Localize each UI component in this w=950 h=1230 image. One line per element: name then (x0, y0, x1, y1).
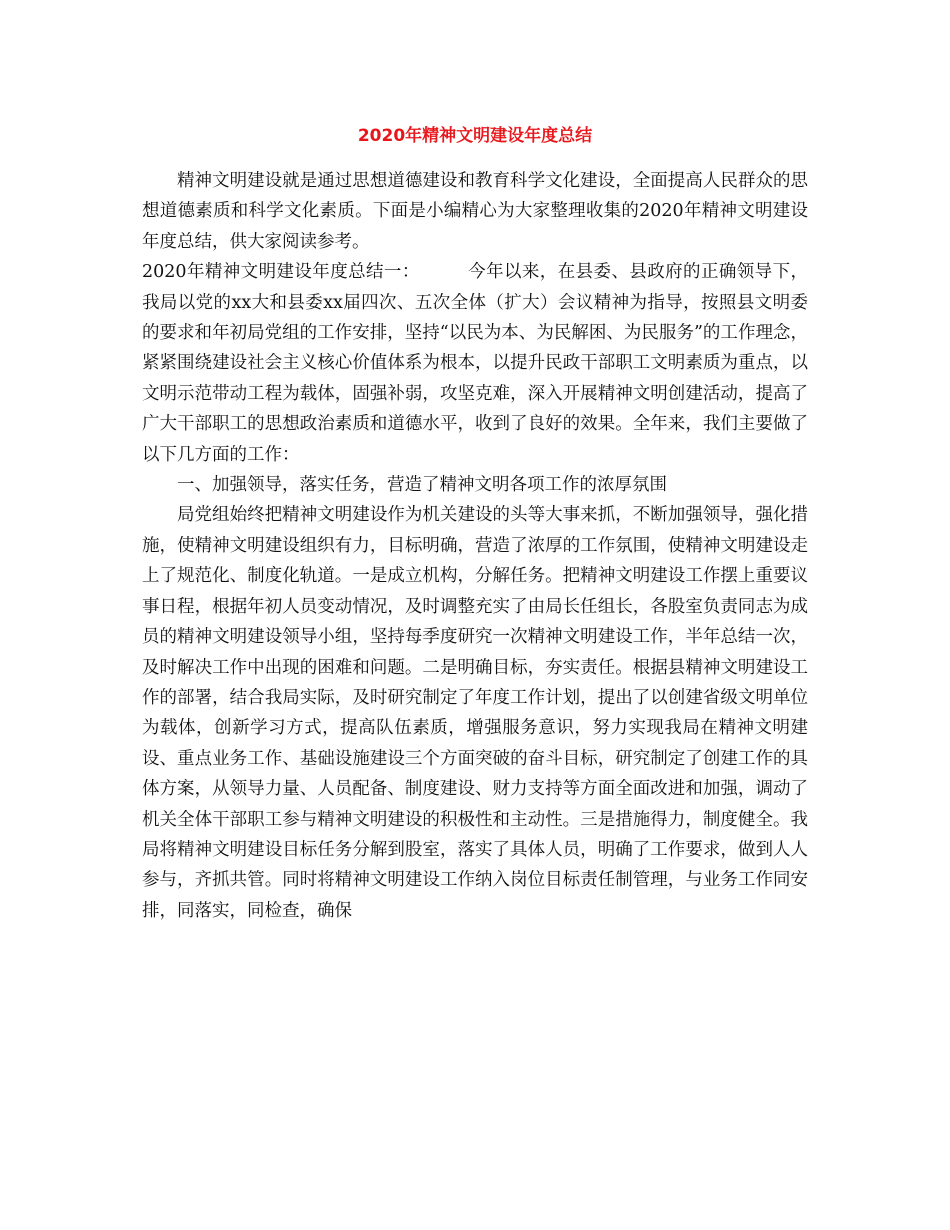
section-one-paragraph (142, 257, 808, 470)
document-title: 2020年精神文明建设年度总结 (357, 126, 593, 146)
intro-paragraph: 精神文明建设就是通过思想道德建设和教育科学文化建设，全面提高人民群众的思想道德素质和科学文化素质。下面是小编精心为大家整理收集的2020年精神文明建设年度总结，供大家阅读参考。 (142, 171, 808, 252)
body-paragraph-one: 局党组始终把精神文明建设作为机关建设的头等大事来抓，不断加强领导，强化措施，使精神文明建设组织有力，目标明确，营造了浓厚的工作氛围，使精神文明建设走上了规范化、制度化轨道。一是成立机构，分解任务。把精神文明建设工作摆上重要议事日程，根据年初人员变动情况，及时调整充实了由局长任组长，各股室负责同志为成员的精神文明建设领导小组，坚持每季度研究一次精神文明建设工作，半年总结一次，及时解决工作中出现的困难和问题。二是明确目标，夯实责任。根据县精神文明建设工作的部署，结合我局实际，及时研究制定了年度工作计划，提出了以创建省级文明单位为载体，创新学习方式，提高队伍素质，增强服务意识，努力实现我局在精神文明建设、重点业务工作、基础设施建设三个方面突破的奋斗目标，研究制定了创建工作的具体方案，从领导力量、人员配备、制度建设、财力支持等方面全面改进和加强，调动了机关全体干部职工参与精神文明建设的积极性和主动性。三是措施得力，制度健全。我局将精神文明建设目标任务分解到股室，落实了具体人员，明确了工作要求，做到人人参与，齐抓共管。同时将精神文明建设工作纳入岗位目标责任制管理，与业务工作同安排，同落实，同检查，确保 (142, 505, 808, 921)
document-body (142, 166, 808, 926)
section-one-body: 今年以来，在县委、县政府的正确领导下，我局以党的xx大和县委xx届四次、五次全体（扩大）会议精神为指导，按照县文明委的要求和年初局党组的工作安排，坚持“以民为本、为民解困、为民服务”的工作理念，紧紧围绕建设社会主义核心价值体系为根本，以提升民政干部职工文明素质为重点，以文明示范带动工程为载体，固强补弱，攻坚克难，深入开展精神文明创建活动，提高了广大干部职工的思想政治素质和道德水平，收到了良好的效果。全年来，我们主要做了以下几方面的工作： (142, 262, 808, 465)
section-heading-one: 一、加强领导，落实任务，营造了精神文明各项工作的浓厚氛围 (177, 475, 667, 496)
section-one-label: 2020年精神文明建设年度总结一： (142, 262, 420, 283)
